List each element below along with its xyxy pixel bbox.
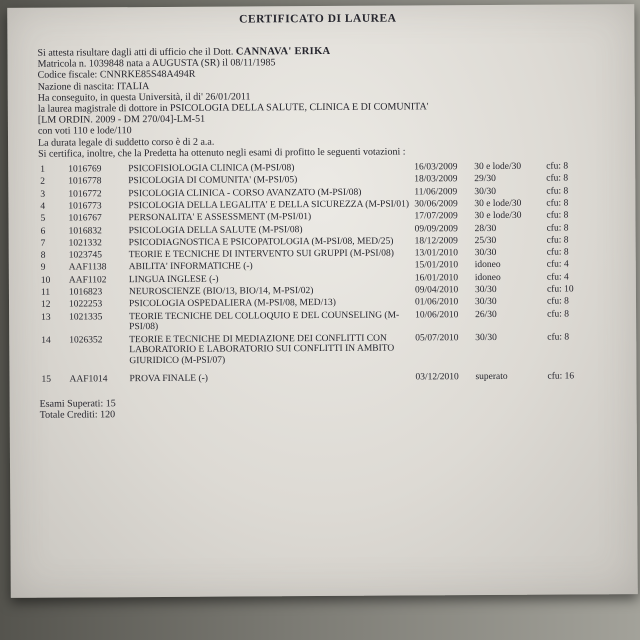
exam-n: 11 bbox=[40, 287, 51, 298]
exam-n: 3 bbox=[40, 189, 46, 200]
exam-code: 1026352 bbox=[69, 335, 103, 346]
exam-grade: 30/30 bbox=[475, 332, 497, 343]
exam-grade: 26/30 bbox=[475, 309, 497, 320]
exam-n: 14 bbox=[41, 335, 51, 346]
certifica-line: Si certifica, inoltre, che la Predetta ha ottenuto negli esami di profitto le seguenti votazioni : bbox=[38, 146, 406, 160]
exam-n: 10 bbox=[40, 275, 51, 286]
exam-course: TEORIE TECNICHE DEL COLLOQUIO E DEL COUNSELING (M-PSI/08) bbox=[129, 310, 400, 333]
exam-cfu: cfu: 8 bbox=[546, 173, 569, 184]
exam-grade: 28/30 bbox=[474, 223, 497, 234]
exam-cfu: cfu: 8 bbox=[546, 235, 569, 246]
exam-cfu: cfu: 8 bbox=[546, 161, 569, 172]
exam-cfu: cfu: 8 bbox=[546, 186, 569, 197]
exam-course: NEUROSCIENZE (BIO/13, BIO/14, M-PSI/02) bbox=[128, 286, 314, 298]
voti-line: con voti 110 e lode/110 bbox=[37, 125, 132, 138]
exam-course: PSICOLOGIA DI COMUNITA' (M-PSI/05) bbox=[128, 175, 298, 187]
exam-n: 9 bbox=[40, 263, 46, 274]
exam-code: 1016773 bbox=[68, 201, 102, 212]
exam-code: 1016772 bbox=[68, 188, 102, 200]
exam-row bbox=[39, 332, 600, 368]
exam-date: 03/12/2010 bbox=[415, 372, 459, 383]
esami-superati-line: Esami Superati: 15 bbox=[39, 398, 116, 410]
exam-course: PSICOLOGIA DELLA SALUTE (M-PSI/08) bbox=[128, 224, 303, 236]
certificate-page bbox=[7, 4, 638, 598]
totale-crediti-line: Totale Crediti: 120 bbox=[39, 409, 116, 422]
exam-code: 1016832 bbox=[68, 225, 102, 237]
exam-date: 09/04/2010 bbox=[414, 285, 459, 296]
exam-cfu: cfu: 8 bbox=[547, 309, 570, 320]
conseguito-line: Ha conseguito, in questa Università, il di' 26/01/2011 bbox=[37, 91, 251, 104]
exam-code: 1021335 bbox=[69, 311, 103, 323]
exam-grade: 30/30 bbox=[474, 284, 497, 296]
exam-date: 17/07/2009 bbox=[414, 211, 458, 222]
exam-n: 15 bbox=[41, 374, 52, 385]
exam-code: 1022253 bbox=[68, 299, 103, 310]
exam-grade: 30 e lode/30 bbox=[474, 161, 522, 173]
exam-code: AAF1102 bbox=[68, 275, 107, 286]
totals-block bbox=[40, 395, 601, 421]
exam-grade: idoneo bbox=[474, 260, 501, 271]
exam-grade: 30 e lode/30 bbox=[474, 211, 522, 222]
exam-date: 01/06/2010 bbox=[414, 297, 459, 308]
student-name: CANNAVA' ERIKA bbox=[235, 45, 331, 58]
exam-n: 1 bbox=[40, 164, 45, 175]
exam-course: TEORIE E TECNICHE DI MEDIAZIONE DEI CONFLITTI CON LABORATORIO E LABORATORIO SUI CONFLITTI IN AMBITO GIURIDICO (M-PSI/07) bbox=[129, 333, 395, 367]
exam-grade: 30/30 bbox=[474, 186, 497, 197]
exam-grade: 30 e lode/30 bbox=[474, 198, 522, 209]
exam-course: PSICOLOGIA CLINICA - CORSO AVANZATO (M-PSI/08) bbox=[128, 187, 362, 199]
exam-date: 11/06/2009 bbox=[414, 186, 458, 198]
exam-cfu: cfu: 8 bbox=[546, 223, 569, 234]
exam-course: LINGUA INGLESE (-) bbox=[128, 274, 219, 285]
attestation-text: Si attesta risultare dagli atti di ufficio che il Dott. bbox=[37, 46, 236, 59]
exam-date: 30/06/2009 bbox=[414, 199, 458, 210]
exam-course: PROVA FINALE (-) bbox=[129, 373, 208, 385]
exam-date: 18/03/2009 bbox=[414, 174, 458, 185]
exam-table-body bbox=[38, 161, 600, 385]
codice-fiscale-line: Codice fiscale: CNNRKE85S48A494R bbox=[37, 69, 196, 82]
degree-name: PSICOLOGIA DELLA SALUTE, CLINICA E DI COMUNITA' bbox=[169, 101, 429, 114]
document-title: CERTIFICATO DI LAUREA bbox=[239, 12, 397, 26]
exam-code: 1016778 bbox=[68, 176, 102, 187]
exam-n: 6 bbox=[40, 226, 46, 237]
exam-code: AAF1138 bbox=[68, 262, 107, 273]
durata-line: La durata legale di suddetto corso è di 2 a.a. bbox=[37, 136, 215, 149]
exam-cfu: cfu: 10 bbox=[546, 284, 574, 295]
exam-code: 1016767 bbox=[68, 213, 102, 224]
exam-date: 10/06/2010 bbox=[415, 309, 459, 321]
exam-code: 1023745 bbox=[68, 250, 102, 261]
exam-course: ABILITA' INFORMATICHE (-) bbox=[128, 261, 253, 273]
exam-cfu: cfu: 8 bbox=[546, 296, 569, 307]
exam-date: 05/07/2010 bbox=[415, 332, 459, 344]
exam-code: 1016769 bbox=[68, 164, 102, 175]
exam-course: PSICOFISIOLOGIA CLINICA (M-PSI/08) bbox=[128, 163, 295, 175]
exam-grade: idoneo bbox=[474, 272, 501, 283]
exam-n: 8 bbox=[40, 250, 46, 261]
exam-grade: 30/30 bbox=[474, 297, 497, 308]
exam-cfu: cfu: 4 bbox=[546, 272, 569, 283]
exam-course: PSICODIAGNOSTICA E PSICOPATOLOGIA (M-PSI/08, MED/25) bbox=[128, 236, 394, 248]
certificate-content bbox=[7, 4, 637, 422]
exam-cfu: cfu: 8 bbox=[546, 198, 569, 209]
exam-n: 2 bbox=[40, 177, 46, 188]
exam-cfu: cfu: 8 bbox=[546, 210, 569, 221]
exam-code: AAF1014 bbox=[69, 374, 108, 385]
exam-n: 5 bbox=[40, 213, 46, 224]
exam-row bbox=[39, 309, 600, 334]
exam-date: 09/09/2009 bbox=[414, 223, 458, 234]
nazione-line: Nazione di nascita: ITALIA bbox=[37, 80, 150, 93]
matricola-line: Matricola n. 1039848 nata a AUGUSTA (SR) il 08/11/1985 bbox=[37, 57, 276, 70]
exam-course: PERSONALITA' E ASSESSMENT (M-PSI/01) bbox=[128, 212, 312, 224]
exam-cfu: cfu: 16 bbox=[547, 371, 575, 382]
exam-grade: 29/30 bbox=[474, 174, 496, 185]
exam-date: 15/01/2010 bbox=[414, 260, 459, 271]
exam-date: 18/12/2009 bbox=[414, 235, 458, 247]
exam-course: PSICOLOGIA OSPEDALIERA (M-PSI/08, MED/13) bbox=[128, 298, 336, 310]
exam-course: TEORIE E TECNICHE DI INTERVENTO SUI GRUPPI (M-PSI/08) bbox=[128, 248, 394, 261]
exam-n: 7 bbox=[40, 238, 46, 249]
exam-cfu: cfu: 8 bbox=[546, 247, 569, 258]
exam-date: 16/01/2010 bbox=[414, 272, 459, 284]
exam-code: 1016823 bbox=[68, 287, 103, 298]
exam-n: 4 bbox=[40, 201, 46, 212]
exam-course: PSICOLOGIA DELLA LEGALITA' E DELLA SICUREZZA (M-PSI/01) bbox=[128, 199, 410, 212]
exam-n: 13 bbox=[41, 312, 51, 323]
exam-row bbox=[39, 371, 600, 385]
exam-code: 1021332 bbox=[68, 238, 102, 249]
exam-cfu: cfu: 4 bbox=[546, 259, 569, 271]
exam-grade: 30/30 bbox=[474, 248, 497, 259]
exam-date: 16/03/2009 bbox=[414, 162, 458, 173]
exam-table bbox=[38, 161, 600, 385]
ordinamento-line: [LM ORDIN. 2009 - DM 270/04]-LM-51 bbox=[37, 113, 206, 126]
exam-n: 12 bbox=[40, 299, 51, 311]
degree-prefix: la laurea magistrale di dottore in bbox=[37, 102, 171, 115]
exam-cfu: cfu: 8 bbox=[547, 332, 570, 343]
exam-grade: superato bbox=[475, 371, 508, 383]
exam-grade: 25/30 bbox=[474, 235, 497, 246]
exam-date: 13/01/2010 bbox=[414, 248, 459, 259]
